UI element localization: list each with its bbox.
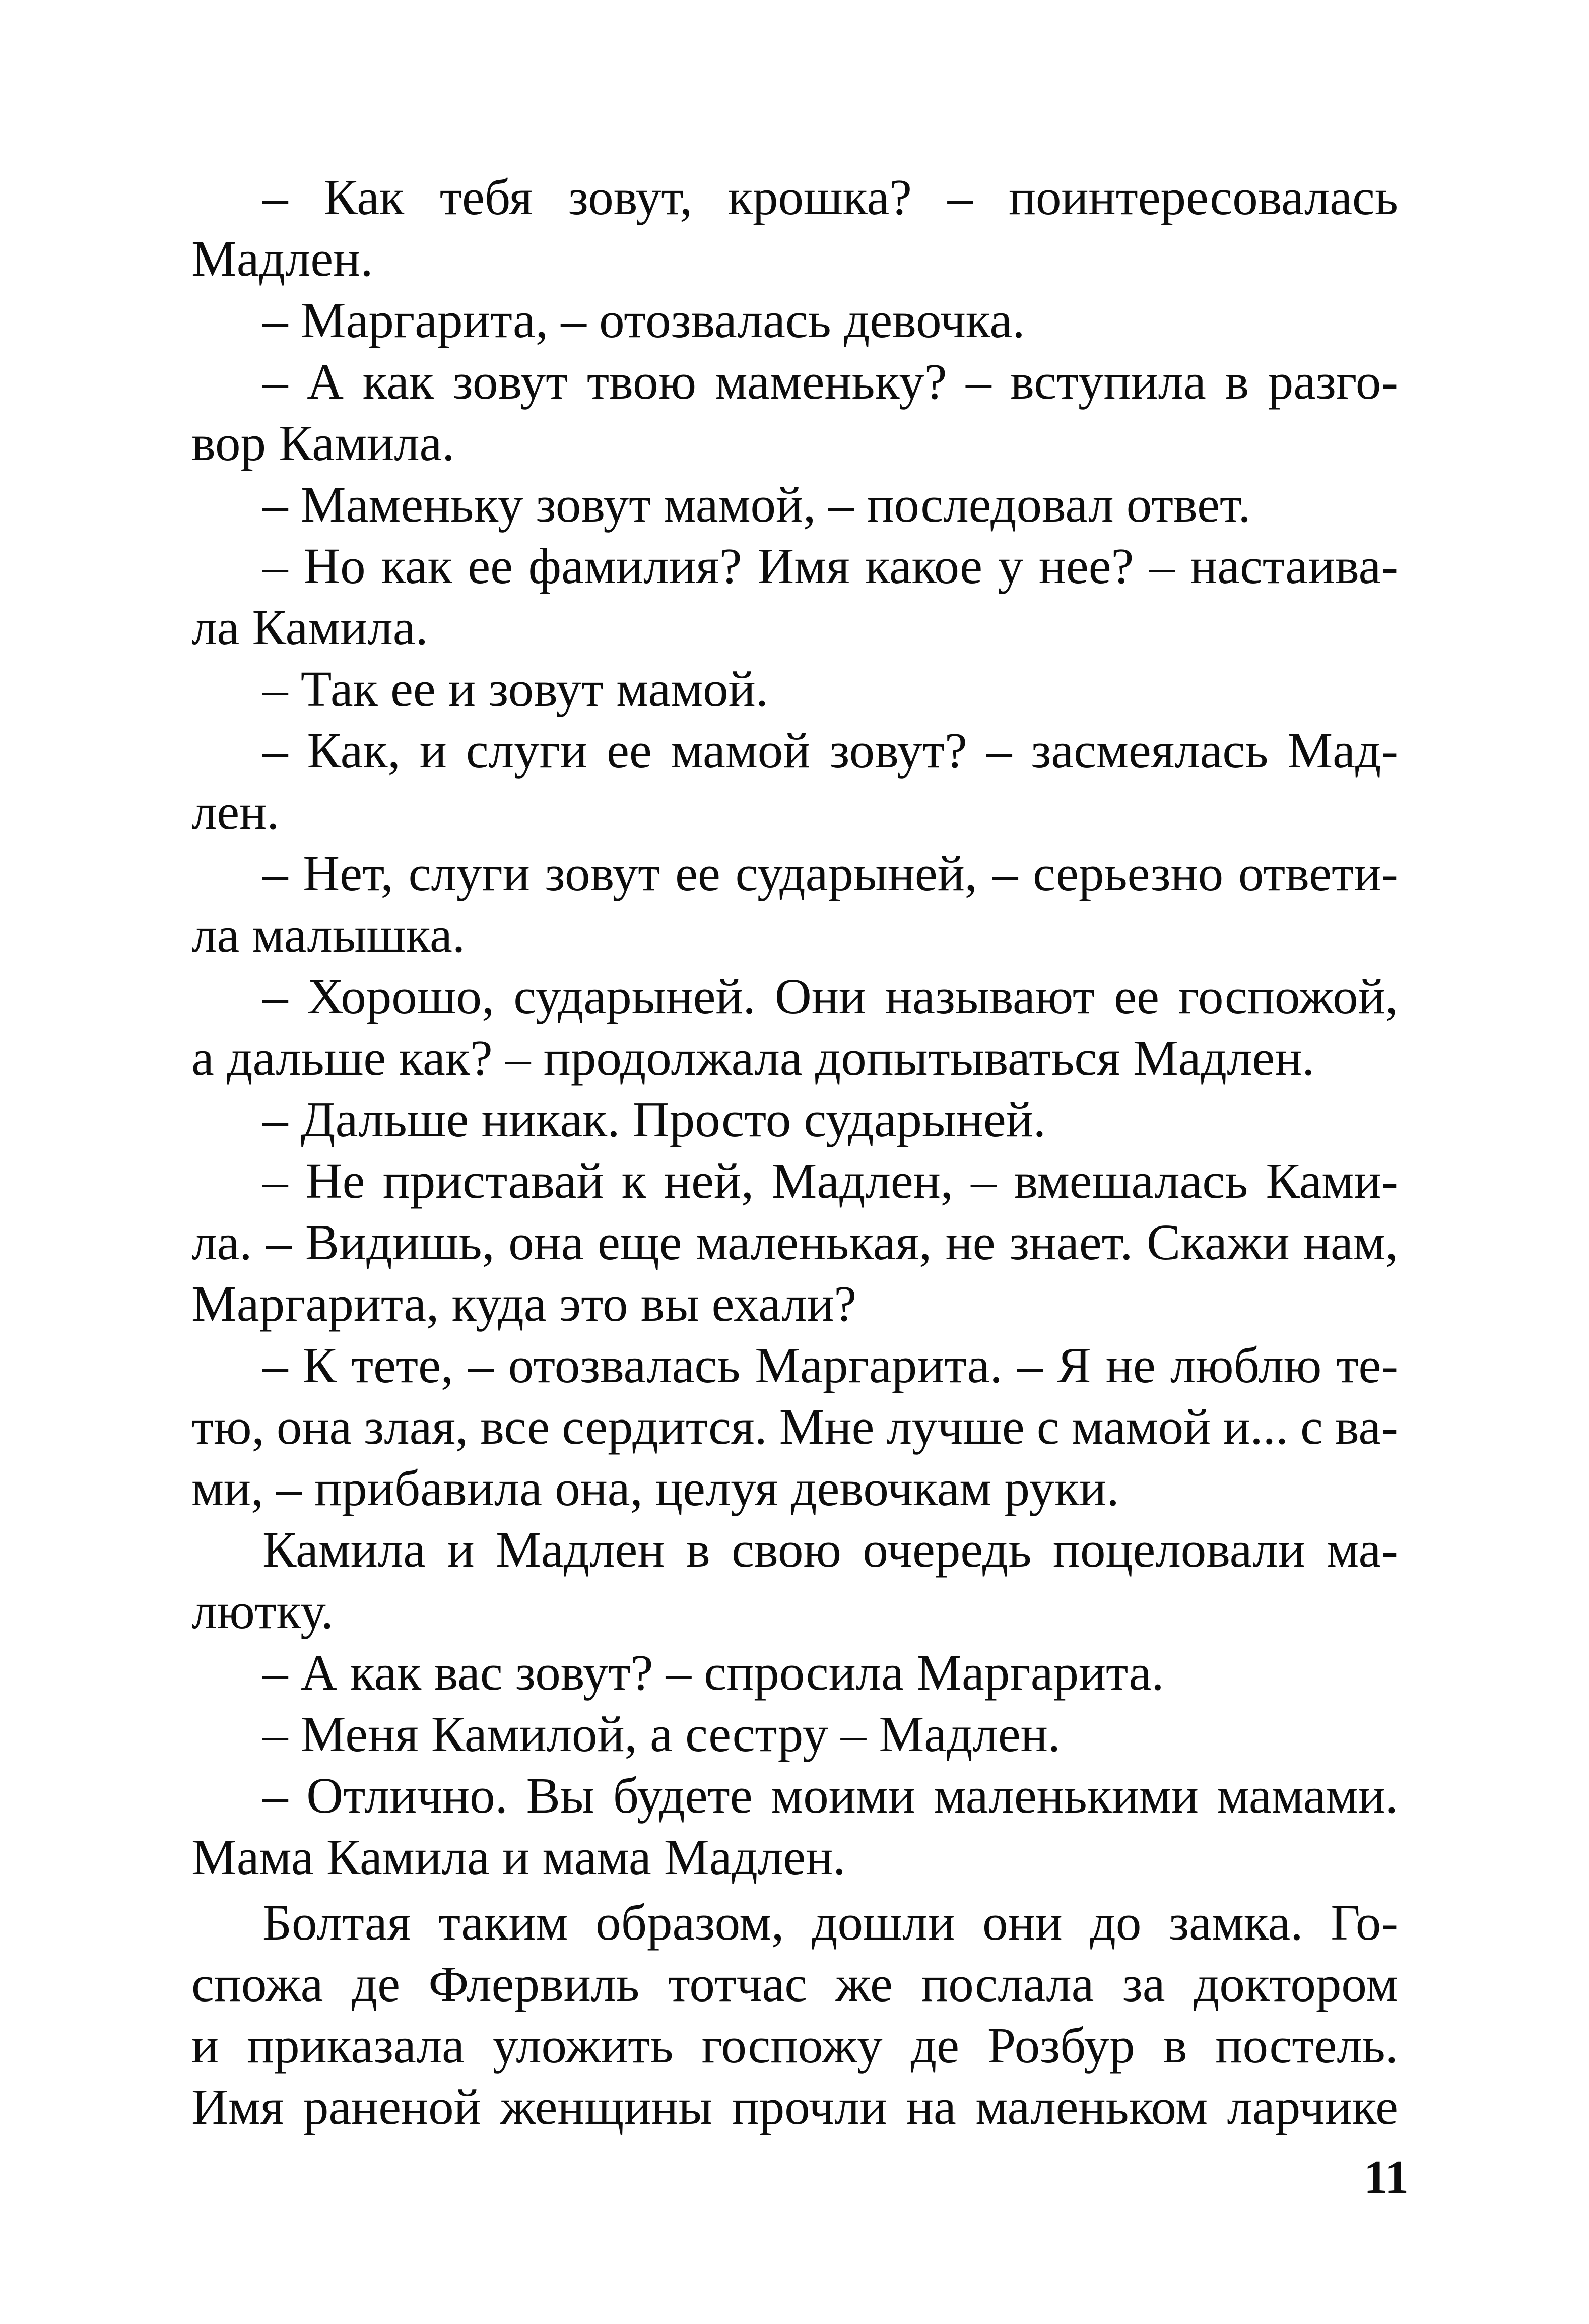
word: она — [276, 1398, 352, 1455]
word: крошка? — [727, 169, 912, 225]
word: ее — [468, 538, 513, 594]
word: – — [262, 353, 288, 410]
word: – — [1017, 1337, 1043, 1393]
word: тебя — [439, 169, 533, 225]
word: знает. — [1009, 1214, 1133, 1270]
word: таким — [438, 1894, 568, 1951]
word: – — [992, 845, 1018, 901]
word: А — [307, 353, 344, 410]
word: и — [447, 1521, 475, 1578]
word: Скажи — [1146, 1214, 1290, 1270]
word: раненой — [303, 2079, 481, 2135]
word: слуги — [408, 845, 530, 901]
word: зовут? — [829, 722, 967, 779]
word: госпожу — [701, 2017, 883, 2074]
word: ней, — [664, 1152, 754, 1209]
word: называют — [885, 968, 1095, 1024]
word: все — [480, 1398, 550, 1455]
word: и — [419, 722, 447, 779]
text-line: Мадлен. — [191, 230, 373, 287]
word: и — [191, 2017, 219, 2074]
word: послала — [921, 1956, 1094, 2012]
word: постель. — [1215, 2017, 1398, 2074]
word: фамилия? — [528, 538, 742, 594]
word: замка. — [1169, 1894, 1303, 1951]
word: маленьком — [975, 2079, 1208, 2135]
text-line: Маргарита, куда это вы ехали? — [191, 1275, 857, 1332]
word: маленькая, — [695, 1214, 932, 1270]
text-line: – Маменьку зовут мамой, – последовал ответ. — [262, 476, 1251, 533]
word: Мне — [779, 1398, 875, 1455]
text-line: Мама Камила и мама Мадлен. — [191, 1829, 846, 1885]
word: поинтересовалась — [1008, 169, 1398, 225]
text-line — [191, 2076, 1398, 2138]
word: женщины — [500, 2079, 713, 2135]
word: ее — [1114, 968, 1159, 1024]
word: поцеловали — [1052, 1521, 1305, 1578]
word: – — [262, 1152, 288, 1209]
text-line — [191, 166, 1398, 228]
text-line — [191, 965, 1398, 1027]
word: Вы — [526, 1767, 594, 1824]
text-line: лен. — [191, 784, 280, 840]
word: какое — [865, 538, 983, 594]
word: Флервиль — [428, 1956, 640, 2012]
text-line: – Дальше никак. Просто сударыней. — [262, 1091, 1046, 1147]
text-line — [191, 1150, 1398, 1211]
word: Видишь, — [305, 1214, 495, 1270]
word: Как, — [307, 722, 401, 779]
word: – — [966, 353, 991, 410]
word: мамой — [1071, 1398, 1211, 1455]
word: образом, — [595, 1894, 784, 1951]
word: – — [266, 1214, 292, 1270]
word: спожа — [191, 1956, 323, 2012]
word: – — [947, 169, 973, 225]
text-line — [191, 1396, 1398, 1457]
word: сударыней. — [513, 968, 756, 1024]
word: сударыней, — [735, 845, 978, 901]
word: мамами. — [1217, 1767, 1398, 1824]
text-line: ла Камила. — [191, 599, 428, 656]
word: – — [986, 722, 1012, 779]
word: не — [1105, 1337, 1156, 1393]
word: де — [351, 1956, 401, 2012]
word: зовут, — [568, 169, 693, 225]
word: Хорошо, — [307, 968, 495, 1024]
word: Нет, — [303, 845, 393, 901]
word: как — [381, 538, 452, 594]
word: на — [906, 2079, 956, 2135]
word: ма- — [1327, 1521, 1398, 1578]
word: не — [945, 1214, 996, 1270]
word: Не — [305, 1152, 365, 1209]
word: в — [1225, 353, 1249, 410]
word: тотчас — [668, 1956, 808, 2012]
word: Мад- — [1287, 722, 1398, 779]
word: – — [262, 538, 288, 594]
word: ответи- — [1238, 845, 1398, 901]
word: – — [262, 1767, 288, 1824]
word: ее — [607, 722, 652, 779]
word: засмеялась — [1031, 722, 1269, 779]
word: приказала — [247, 2017, 465, 2074]
word: Камила — [262, 1521, 426, 1578]
word: Мадлен, — [771, 1152, 953, 1209]
word: настаива- — [1190, 538, 1398, 594]
word: разго- — [1268, 353, 1398, 410]
word: в — [1163, 2017, 1187, 2074]
word: тю, — [191, 1398, 264, 1455]
word: за — [1122, 1956, 1165, 2012]
text-line — [191, 1334, 1398, 1396]
word: люблю — [1170, 1337, 1322, 1393]
word: вмешалась — [1014, 1152, 1248, 1209]
word: – — [262, 1337, 288, 1393]
word: Ками- — [1266, 1152, 1398, 1209]
word: де — [910, 2017, 959, 2074]
word: зовут — [452, 353, 568, 410]
text-line: а дальше как? – продолжала допытываться Мадлен. — [191, 1029, 1315, 1086]
word: зовут — [545, 845, 660, 901]
word: Го- — [1331, 1894, 1398, 1951]
word: до — [1090, 1894, 1142, 1951]
text-line — [191, 2015, 1398, 2076]
word: моими — [771, 1767, 915, 1824]
text-line: – А как вас зовут? – спросила Маргарита. — [262, 1644, 1164, 1701]
word: Я — [1057, 1337, 1091, 1393]
word: будете — [613, 1767, 753, 1824]
word: ва- — [1335, 1398, 1398, 1455]
word: еще — [598, 1214, 682, 1270]
word: маленькими — [934, 1767, 1199, 1824]
word: слуги — [466, 722, 588, 779]
word: отозвалась — [508, 1337, 741, 1393]
word: нее? — [1038, 538, 1134, 594]
word: они — [982, 1894, 1063, 1951]
word: – — [262, 722, 288, 779]
word: как — [362, 353, 434, 410]
text-line: – Так ее и зовут мамой. — [262, 661, 768, 717]
word: у — [998, 538, 1024, 594]
word: уложить — [493, 2017, 674, 2074]
word: ла. — [191, 1214, 252, 1270]
text-line — [191, 1953, 1398, 2015]
word: к — [621, 1152, 646, 1209]
page-number: 11 — [1364, 2151, 1409, 2204]
paragraph-gap — [191, 1888, 1398, 1892]
body-text — [191, 166, 1398, 2138]
word: доктором — [1193, 1956, 1398, 2012]
word: ларчике — [1227, 2079, 1398, 2135]
word: же — [835, 1956, 893, 2012]
text-line: – Меня Камилой, а сестру – Мадлен. — [262, 1706, 1061, 1762]
text-line — [191, 720, 1398, 781]
text-line — [191, 1765, 1398, 1826]
word: ее — [675, 845, 720, 901]
text-line — [191, 535, 1398, 597]
word: очередь — [863, 1521, 1032, 1578]
word: и... — [1223, 1398, 1289, 1455]
word: – — [1149, 538, 1175, 594]
word: мамой — [671, 722, 811, 779]
text-line: – Маргарита, – отозвалась девочка. — [262, 292, 1025, 348]
text-line — [191, 1211, 1398, 1273]
word: злая, — [364, 1398, 469, 1455]
word: Маргарита. — [755, 1337, 1003, 1393]
word: с — [1300, 1398, 1323, 1455]
word: Имя — [191, 2079, 284, 2135]
word: тете, — [351, 1337, 454, 1393]
word: нам, — [1303, 1214, 1398, 1270]
word: приставай — [382, 1152, 604, 1209]
word: те- — [1336, 1337, 1398, 1393]
word: Имя — [757, 538, 850, 594]
word: К — [302, 1337, 337, 1393]
word: – — [262, 968, 288, 1024]
word: – — [262, 169, 288, 225]
word: прочли — [732, 2079, 887, 2135]
word: сердится. — [562, 1398, 767, 1455]
text-line — [191, 1519, 1398, 1580]
word: Но — [303, 538, 366, 594]
word: серьезно — [1033, 845, 1224, 901]
text-line: вор Камила. — [191, 415, 455, 471]
text-line — [191, 351, 1398, 412]
word: в — [686, 1521, 710, 1578]
word: Розбур — [987, 2017, 1135, 2074]
text-line: ла малышка. — [191, 907, 466, 963]
word: дошли — [812, 1894, 955, 1951]
word: маменьку? — [715, 353, 947, 410]
word: Мадлен — [496, 1521, 665, 1578]
word: лучше — [886, 1398, 1025, 1455]
word: Отлично. — [306, 1767, 508, 1824]
word: госпожой, — [1178, 968, 1398, 1024]
text-line: лютку. — [191, 1583, 334, 1639]
word: с — [1036, 1398, 1060, 1455]
word: – — [971, 1152, 997, 1209]
text-line — [191, 1892, 1398, 1953]
word: Они — [774, 968, 866, 1024]
word: Как — [323, 169, 405, 225]
text-line: ми, – прибавила она, целуя девочкам руки. — [191, 1460, 1119, 1516]
word: – — [262, 845, 288, 901]
word: твою — [586, 353, 697, 410]
text-line — [191, 843, 1398, 904]
word: вступила — [1010, 353, 1206, 410]
word: – — [468, 1337, 494, 1393]
word: Болтая — [262, 1894, 411, 1951]
word: свою — [732, 1521, 841, 1578]
word: она — [508, 1214, 584, 1270]
